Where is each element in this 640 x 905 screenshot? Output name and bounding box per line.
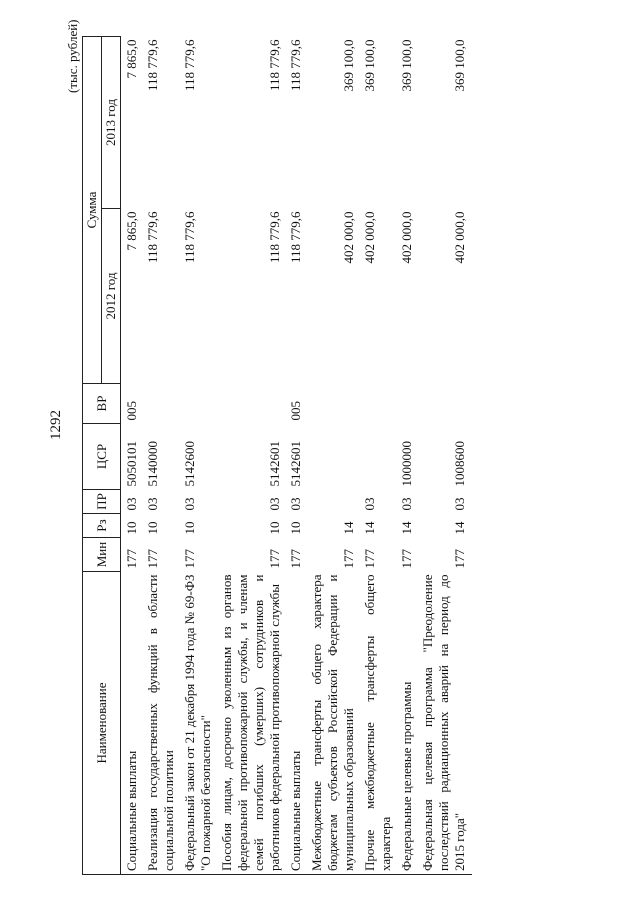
header-name: Наименование bbox=[83, 572, 121, 875]
row-pr: 03 bbox=[267, 497, 282, 511]
row-csr: 5142601 bbox=[288, 441, 303, 487]
header-2012: 2012 год bbox=[102, 209, 121, 384]
header-rz: Рз bbox=[83, 514, 121, 538]
row-vr bbox=[359, 384, 396, 424]
row-pr: 03 bbox=[399, 497, 414, 511]
row-name: Федеральная целевая программа "Преодоление последствий радиационных аварий на период до 2015 года" bbox=[417, 572, 472, 875]
row-name: Прочие межбюджетные трансферты общего характера bbox=[359, 572, 396, 875]
row-csr: 5142601 bbox=[267, 441, 282, 487]
row-csr: 5142600 bbox=[182, 441, 197, 487]
row-vr bbox=[179, 384, 216, 424]
table-row bbox=[142, 37, 179, 875]
row-min: 177 bbox=[145, 549, 160, 569]
row-min: 177 bbox=[452, 549, 467, 569]
row-csr bbox=[359, 424, 396, 490]
row-2013: 369 100,0 bbox=[362, 39, 377, 92]
row-pr: 03 bbox=[452, 497, 467, 511]
row-name: Федеральные целевые программы bbox=[396, 572, 417, 875]
row-2012: 402 000,0 bbox=[341, 211, 356, 264]
page-number: 1292 bbox=[48, 410, 64, 440]
row-2012: 402 000,0 bbox=[362, 211, 377, 264]
row-vr: 005 bbox=[124, 401, 139, 421]
row-csr bbox=[306, 424, 359, 490]
row-min: 177 bbox=[267, 549, 282, 569]
table-row bbox=[306, 37, 359, 875]
row-rz: 14 bbox=[399, 521, 414, 535]
row-min: 177 bbox=[124, 549, 139, 569]
row-csr: 1008600 bbox=[452, 441, 467, 487]
row-2012: 402 000,0 bbox=[452, 211, 467, 264]
row-name: Пособия лицам, досрочно уволенным из органов федеральной противопожарной службы, и членам семей погибших (умерших) сотрудников и работников федеральной противопожарной службы bbox=[216, 572, 285, 875]
row-min: 177 bbox=[362, 549, 377, 569]
row-rz: 10 bbox=[267, 521, 282, 535]
header-csr: ЦСР bbox=[83, 424, 121, 490]
row-name: Реализация государственных функций в области социальной политики bbox=[142, 572, 179, 875]
units-label: (тыс. рублей) bbox=[65, 19, 80, 93]
header-vr: ВР bbox=[83, 384, 121, 424]
row-rz: 10 bbox=[124, 521, 139, 535]
row-csr: 5050101 bbox=[124, 441, 139, 487]
row-name: Социальные выплаты bbox=[121, 572, 143, 875]
table-row bbox=[216, 37, 285, 875]
budget-table bbox=[82, 36, 472, 875]
row-name: Межбюджетные трансферты общего характера бюджетам субъектов Российской Федерации и муниципальных образований bbox=[306, 572, 359, 875]
row-name: Федеральный закон от 21 декабря 1994 года № 69-ФЗ "О пожарной безопасности" bbox=[179, 572, 216, 875]
row-2013: 118 779,6 bbox=[288, 39, 303, 92]
row-2012: 118 779,6 bbox=[182, 211, 197, 264]
row-rz: 14 bbox=[362, 521, 377, 535]
table-row bbox=[179, 37, 216, 875]
row-pr: 03 bbox=[288, 497, 303, 511]
header-pr: ПР bbox=[83, 490, 121, 514]
header-2013: 2013 год bbox=[102, 37, 121, 209]
row-rz: 14 bbox=[452, 521, 467, 535]
row-2013: 369 100,0 bbox=[341, 39, 356, 92]
row-pr: 03 bbox=[182, 497, 197, 511]
row-rz: 10 bbox=[288, 521, 303, 535]
row-2013: 369 100,0 bbox=[399, 39, 414, 92]
table-row bbox=[417, 37, 472, 875]
row-name: Социальные выплаты bbox=[285, 572, 306, 875]
row-2013: 118 779,6 bbox=[267, 39, 282, 92]
table-row bbox=[396, 37, 417, 875]
row-min: 177 bbox=[182, 549, 197, 569]
row-vr bbox=[216, 384, 285, 424]
table-body bbox=[121, 37, 473, 875]
table-row bbox=[359, 37, 396, 875]
row-pr bbox=[306, 490, 359, 514]
row-vr bbox=[417, 384, 472, 424]
row-rz: 10 bbox=[182, 521, 197, 535]
row-pr: 03 bbox=[362, 497, 377, 511]
table-row bbox=[121, 37, 143, 875]
row-2012: 7 865,0 bbox=[124, 211, 139, 251]
row-min: 177 bbox=[399, 549, 414, 569]
row-2012: 402 000,0 bbox=[399, 211, 414, 264]
row-csr: 5140000 bbox=[145, 441, 160, 487]
row-csr: 1000000 bbox=[399, 441, 414, 487]
row-rz: 14 bbox=[341, 521, 356, 535]
row-2012: 118 779,6 bbox=[288, 211, 303, 264]
row-pr: 03 bbox=[124, 497, 139, 511]
row-2012: 118 779,6 bbox=[267, 211, 282, 264]
header-min: Мин bbox=[83, 538, 121, 572]
row-2012: 118 779,6 bbox=[145, 211, 160, 264]
row-2013: 118 779,6 bbox=[145, 39, 160, 92]
row-rz: 10 bbox=[145, 521, 160, 535]
row-min: 177 bbox=[341, 549, 356, 569]
row-2013: 369 100,0 bbox=[452, 39, 467, 92]
row-vr: 005 bbox=[288, 401, 303, 421]
row-pr: 03 bbox=[145, 497, 160, 511]
row-vr bbox=[142, 384, 179, 424]
table-row bbox=[285, 37, 306, 875]
row-2013: 7 865,0 bbox=[124, 39, 139, 79]
row-min: 177 bbox=[288, 549, 303, 569]
row-vr bbox=[396, 384, 417, 424]
header-sum: Сумма bbox=[83, 37, 102, 384]
row-2013: 118 779,6 bbox=[182, 39, 197, 92]
row-vr bbox=[306, 384, 359, 424]
